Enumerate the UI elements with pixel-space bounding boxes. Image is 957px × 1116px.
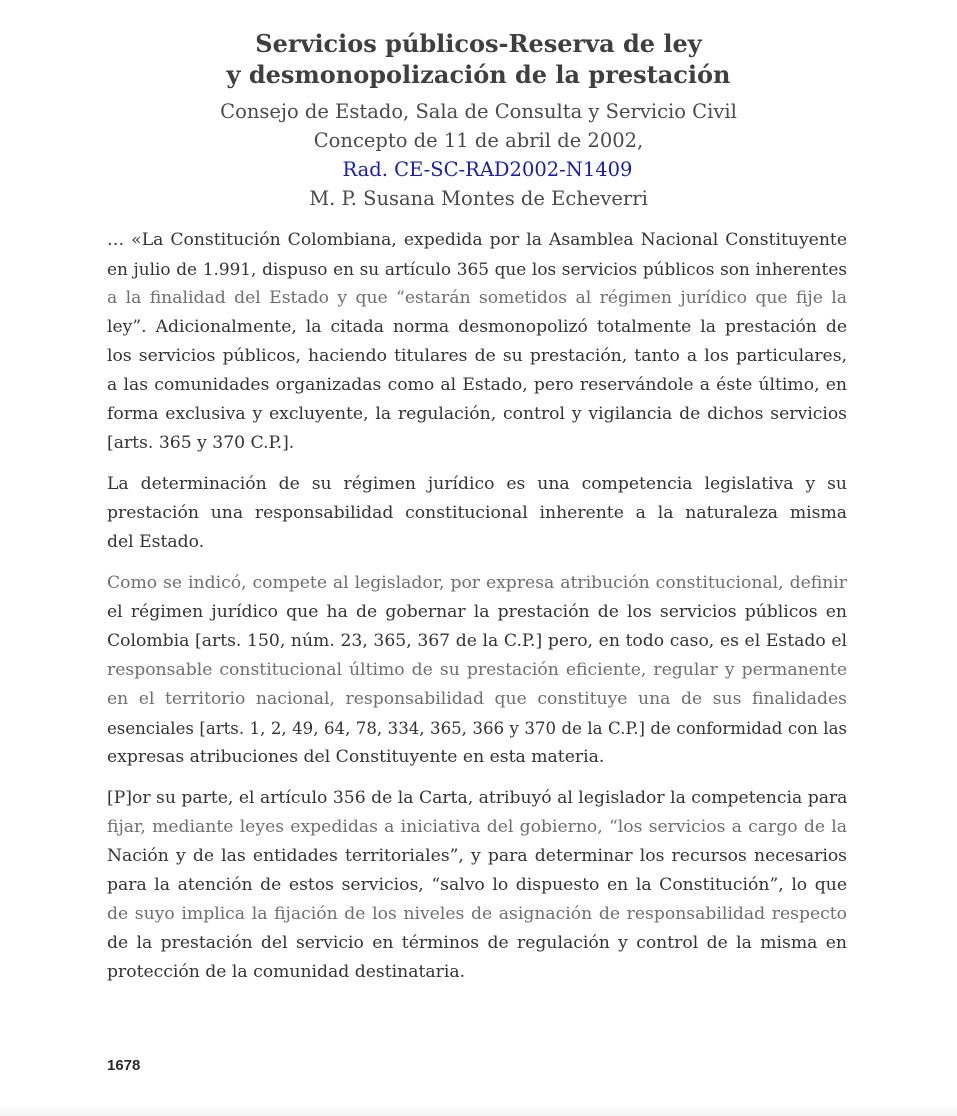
title-line-2: y desmonopolización de la prestación — [226, 60, 731, 89]
text-line: La determinación de su régimen jurídico es una competencia legislativa y su — [107, 474, 847, 494]
text-line: el régimen jurídico que ha de gobernar la prestación de los servicios públicos en — [107, 602, 847, 622]
paragraph-4 — [107, 784, 847, 987]
concept-line: Concepto de 11 de abril de 2002, — [313, 129, 644, 152]
text-line: [P]or su parte, el artículo 356 de la Carta, atribuyó al legislador la competencia para — [107, 788, 848, 808]
paragraph-1 — [107, 226, 847, 458]
text-line: a las comunidades organizadas como al Estado, pero reservándole a éste último, en — [107, 375, 847, 395]
page-number: 1678 — [107, 1057, 141, 1074]
text-line: esenciales [arts. 1, 2, 49, 64, 78, 334, 365, 366 y 370 de la C.P.] de conformidad con las — [107, 719, 847, 738]
text-line: Colombia [arts. 150, núm. 23, 365, 367 de la C.P.] pero, en todo caso, es el Estado el — [107, 631, 847, 651]
text-line: Como se indicó, compete al legislador, por expresa atribución constitucional, definir — [107, 573, 847, 593]
paragraph-3 — [107, 569, 847, 772]
text-line: los servicios públicos, haciendo titulares de su prestación, tanto a los particulares, — [107, 346, 847, 366]
page-bottom-edge — [0, 1104, 957, 1116]
text-line: en julio de 1.991, dispuso en su artículo 365 que los servicios públicos son inherentes — [107, 259, 847, 279]
magistrate-line: M. P. Susana Montes de Echeverri — [309, 187, 648, 210]
text-line: forma exclusiva y excluyente, la regulación, control y vigilancia de dichos servicios — [107, 404, 847, 424]
text-line: … «La Constitución Colombiana, expedida por la Asamblea Nacional Constituyente — [107, 230, 847, 250]
document-body — [107, 226, 847, 999]
rad-link[interactable]: Rad. CE-SC-RAD2002-N1409 — [342, 158, 633, 181]
text-line: en el territorio nacional, responsabilidad que constituye una de sus finalidades — [107, 689, 847, 709]
document-title — [0, 28, 957, 90]
text-line: ley”. Adicionalmente, la citada norma desmonopolizó totalmente la prestación de — [107, 317, 847, 337]
text-line: de suyo implica la fijación de los niveles de asignación de responsabilidad respecto — [107, 904, 847, 924]
document-header — [0, 28, 957, 213]
text-line: a la finalidad del Estado y que “estarán sometidos al régimen jurídico que fije la — [107, 288, 847, 308]
text-line: responsable constitucional último de su prestación eficiente, regular y permanente — [107, 660, 847, 680]
text-line: Nación y de las entidades territoriales”, y para determinar los recursos necesarios — [107, 846, 847, 866]
text-line: protección de la comunidad destinataria. — [107, 962, 466, 982]
text-line: para la atención de estos servicios, “salvo lo dispuesto en la Constitución”, lo que — [107, 875, 847, 895]
text-line: de la prestación del servicio en términos de regulación y control de la misma en — [107, 933, 847, 953]
paragraph-2 — [107, 470, 847, 557]
text-line: [arts. 365 y 370 C.P.]. — [107, 433, 295, 453]
title-line-1: Servicios públicos-Reserva de ley — [255, 29, 702, 58]
text-line: fijar, mediante leyes expedidas a iniciativa del gobierno, “los servicios a cargo de la — [107, 817, 847, 837]
text-line: del Estado. — [107, 532, 205, 552]
text-line: prestación una responsabilidad constitucional inherente a la naturaleza misma — [107, 503, 847, 523]
text-line: expresas atribuciones del Constituyente en esta materia. — [107, 747, 605, 767]
entity-line: Consejo de Estado, Sala de Consulta y Servicio Civil — [220, 100, 737, 123]
document-meta — [0, 97, 957, 213]
